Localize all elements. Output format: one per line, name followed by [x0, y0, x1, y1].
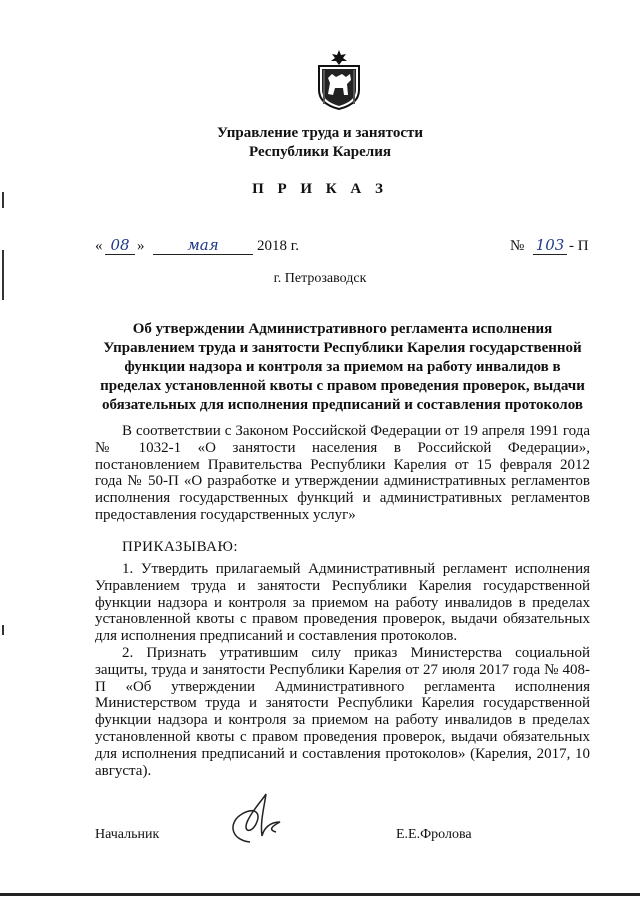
number-prefix: № [510, 238, 525, 254]
date-number-line [95, 235, 590, 257]
quote-open: « [95, 238, 103, 254]
organization-name [0, 124, 640, 162]
order-item: 1. Утвердить прилагаемый Административный регламент исполнения Управлением труда и занятости Республики Карелия государственной функции надзора и контроля за приемом на работу инвалидов в пределах установленной квоты с правом проведения проверок, выдачи обязательных для исполнения предписаний и составления протоколов. [95, 561, 590, 645]
preamble [95, 423, 590, 524]
karelia-coat-of-arms-icon [315, 50, 363, 110]
city: г. Петрозаводск [273, 271, 367, 286]
signer-position: Начальник [95, 827, 160, 842]
signer-name: Е.Е.Фролова [396, 827, 472, 842]
scan-bottom-edge [0, 893, 640, 896]
scan-edge-mark [2, 625, 4, 635]
date-year: 2018 г. [257, 238, 299, 254]
number-suffix: - П [569, 238, 589, 254]
handwritten-signature [220, 792, 290, 848]
date-day: 08 [105, 236, 135, 255]
order-word: ПРИКАЗЫВАЮ: [122, 539, 239, 555]
document-type: П Р И К А З [252, 181, 388, 197]
order-number: 103 [533, 236, 567, 255]
date-month: мая [153, 236, 253, 255]
document-subject: Об утверждении Административного регламента исполнения Управлением труда и занятости Республики Карелия государственной функции надзора и контроля за приемом на работу инвалидов в пределах установленной квоты с правом проведения проверок, выдачи обязательных для исполнения предписаний и составления протоколов [100, 321, 585, 413]
org-line-1: Управление труда и занятости [216, 125, 424, 141]
order-items [95, 561, 590, 779]
preamble-text: В соответствии с Законом Российской Федерации от 19 апреля 1991 года № 1032-1 «О занятости населения в Российской Федерации», постановлением Правительства Республики Карелия от 15 февраля 2012 года № 50-П «О разработке и утверждении административных регламентов исполнения государственных функций и административных регламентов предоставления государственных услуг» [95, 423, 590, 523]
org-line-2: Республики Карелия [249, 144, 391, 160]
order-item: 2. Признать утратившим силу приказ Министерства социальной защиты, труда и занятости Республики Карелия от 27 июля 2017 года № 408-П «Об утверждении Административного регламента исполнения Министерством труда и занятости Республики Карелия государственной функции надзора и контроля за приемом на работу инвалидов в пределах установленной квоты с правом проведения проверок, выдачи обязательных для исполнения предписаний и составления протоколов» (Карелия, 2017, 10 августа). [95, 644, 590, 779]
quote-close: » [137, 238, 145, 254]
